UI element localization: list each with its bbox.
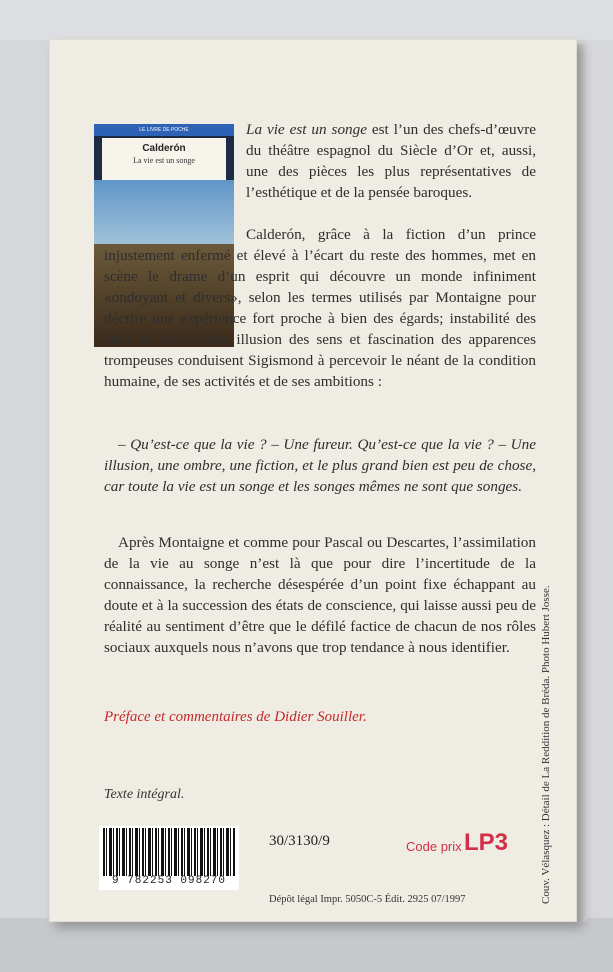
barcode-bars — [103, 828, 235, 876]
price-code-label: Code prix — [406, 839, 462, 854]
reference-number: 30/3130/9 — [269, 833, 330, 849]
intro-text: est l’un des chefs-d’œuvre du théâtre espagnol du Siècle d’Or et, aussi, une des pièces les plus représentatives de l’esthétique et de la pensée baroques. — [246, 121, 536, 201]
barcode — [99, 826, 239, 890]
intro-paragraph — [246, 119, 536, 203]
preface-credit: Préface et commentaires de Didier Souiller. — [104, 709, 367, 725]
background-top — [0, 0, 613, 40]
body-paragraph-2: Après Montaigne et comme pour Pascal ou Descartes, l’assimilation de la vie au songe n’est là que pour dire l’incertitude de la connaissance, la recherche désespérée d’un point fixe échappant au doute et à la succession des états de conscience, qui laisse aussi peu de réalité au sentiment d’être que le défilé factice de chacun de nos rôles sociaux auxquels nous n’avons que trop tendance à nous identifier. — [104, 534, 536, 656]
thumbnail-series-header: LE LIVRE DE POCHE — [94, 124, 234, 136]
thumbnail-title: La vie est un songe — [133, 156, 195, 165]
integral-text-note: Texte intégral. — [104, 787, 185, 802]
thumbnail-label — [102, 138, 226, 180]
background-bottom — [0, 918, 613, 972]
book-back-cover — [49, 39, 577, 922]
barcode-digits: 9 782253 098270 — [111, 875, 227, 887]
intro-italic-title: La vie est un songe — [246, 121, 367, 138]
cover-image-credit: Couv. Vélasquez : Détail de La Reddition de Bréda. Photo Hubert Josse. — [540, 585, 552, 904]
body-paragraph-1: Calderón, grâce à la fiction d’un prince injustement enfermé et élevé à l’écart du reste des hommes, met en scène le drame d’un esprit qui découvre un monde infiniment «ondoyant et divers», selon les termes utilisés par Montaigne pour décrire une expérience fort proche à bien des égards; instabilité des êtres et des choses, illusion des sens et fascination des apparences trompeuses conduisent Sigismond à percevoir le néant de la condition humaine, de ses activités et de ses ambitions : — [104, 226, 536, 390]
quote-paragraph: – Qu’est-ce que la vie ? – Une fureur. Qu’est-ce que la vie ? – Une illusion, une ombre, une fiction, et le plus grand bien est peu de chose, car toute la vie est un songe et les songes mêmes ne sont que songes. — [104, 436, 536, 495]
thumbnail-author: Calderón — [142, 143, 186, 154]
legal-deposit: Dépôt légal Impr. 5050C-5 Édit. 2925 07/1997 — [269, 894, 466, 905]
price-code-value: LP3 — [464, 829, 509, 856]
